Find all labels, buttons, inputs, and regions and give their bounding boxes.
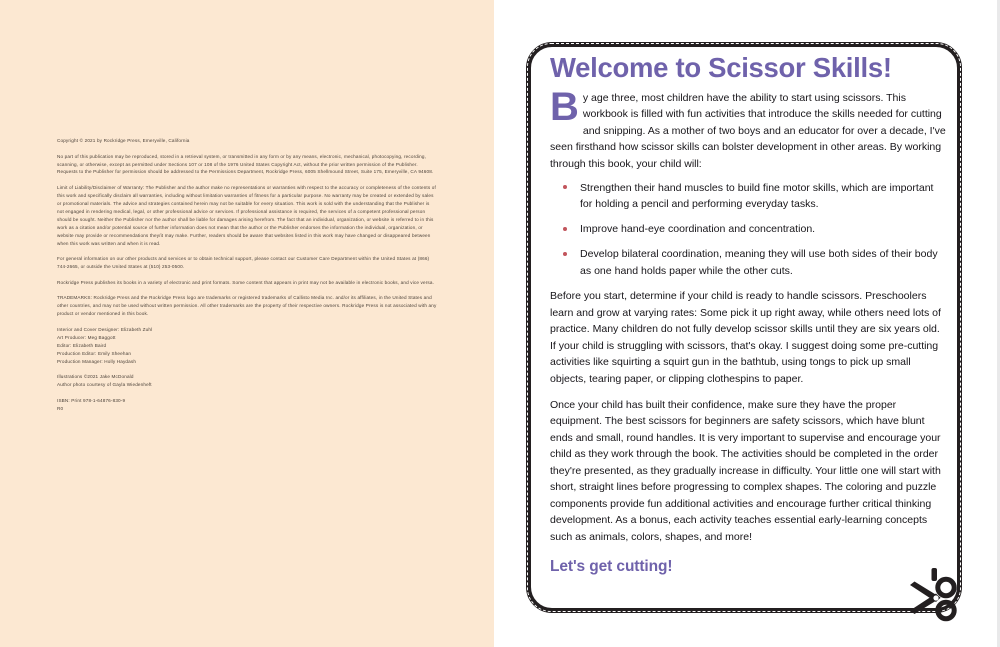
illustration-credits <box>57 373 437 389</box>
formats-notice: Rockridge Press publishes its books in a variety of electronic and print formats. Some content that appears in print may not be available in electronic books, and vice versa. <box>57 279 435 285</box>
drop-cap: B <box>550 84 579 129</box>
printing-code: R0 <box>57 405 64 411</box>
closing-callout: Let's get cutting! <box>550 558 673 576</box>
credit-art-producer: Art Producer: Meg Baggott <box>57 334 116 340</box>
scissors-icon <box>906 568 958 630</box>
copyright-line: Copyright © 2021 by Rockridge Press, Emeryville, California <box>57 138 190 143</box>
bullet-dot-icon <box>563 185 567 189</box>
readiness-paragraph: Before you start, determine if your child is ready to handle scissors. Preschoolers learn and grow at varying rates: Some pick it up right away, while others need lots of practice. Many children do not fully develop scissor skills until they are six years old. If your child is struggling with scissors, that's okay. I suggest doing some pre-cutting activities like squirting a squirt gun in the bathtub, using tongs to pick up small objects, tearing paper, or clipping clothespins to paper. <box>550 290 941 385</box>
credit-production-editor: Production Editor: Emily Sheehan <box>57 350 132 356</box>
credit-designer: Interior and Cover Designer: Elizabeth Zuhl <box>57 326 153 332</box>
benefit-list <box>550 180 946 279</box>
credit-illustrations: Illustrations ©2021 Jake McDonald <box>57 374 134 380</box>
list-item <box>559 221 946 237</box>
bullet-dot-icon <box>563 227 567 231</box>
intro-paragraph <box>550 84 946 173</box>
copyright-text-block <box>57 137 437 412</box>
equipment-paragraph: Once your child has built their confidence, make sure they have the proper equipment. The best scissors for beginners are safety scissors, which have blunt ends and small, round handles. It is very important to supervise and encourage your child as they work through the book. The activities should be completed in the order they're presented, as they gradually increase in difficulty. Your little one will start with short, straight lines before progressing to complex shapes. The coloring and puzzle components provide fun additional activities and encourage further critical thinking development. As a bonus, each activity teaches essential early-learning concepts such as animals, colors, shapes, and more! <box>550 398 941 543</box>
copyright-page <box>0 0 494 647</box>
production-credits <box>57 326 437 366</box>
customer-care-notice: For general information on our other products and services or to obtain technical support, please contact our Customer Care Department within the United States at (866) 744-2665, or outside the United States at (510) 253-0500. <box>57 256 430 270</box>
trademarks-notice: TRADEMARKS: Rockridge Press and the Rockridge Press logo are trademarks or registered trademarks of Callisto Media Inc. and/or its affiliates, in the United States and other countries, and may not be used without written permission. All other trademarks are the property of their respective owners. Rockridge Press is not associated with any product or vendor mentioned in this book. <box>57 295 437 317</box>
isbn-print: ISBN: Print 978-1-64876-830-9 <box>57 397 126 403</box>
list-item-label: Improve hand-eye coordination and concentration. <box>580 223 816 236</box>
isbn-block <box>57 397 437 413</box>
welcome-page <box>494 0 1000 647</box>
reproduction-notice: No part of this publication may be reproduced, stored in a retrieval system, or transmitted in any form or by any means, electronic, mechanical, photocopying, recording, scanning, or otherwise, except as permitted under Sections 107 or 108 of the 1976 United States Copyright Act, without the prior written permission of the Publisher. Requests to the Publisher for permission should be addressed to the Permissions Department, Rockridge Press, 6005 Shellmound Street, Suite 175, Emeryville, CA 94608. <box>57 153 434 175</box>
credit-production-manager: Production Manager: Holly Haydash <box>57 358 137 364</box>
bullet-dot-icon <box>563 252 567 256</box>
liability-disclaimer: Limit of Liability/Disclaimer of Warranty: The Publisher and the author make no representations or warranties with respect to the accuracy or completeness of the contents of this work and specifically disclaim all warranties, including without limitation warranties of fitness for a particular purpose. No warranty may be created or extended by sales or promotional materials. The advice and strategies contained herein may not be suitable for every situation. This work is sold with the understanding that the Publisher is not engaged in rendering medical, legal, or other professional advice or services. If professional assistance is required, the services of a competent professional person should be sought. Neither the Publisher nor the author shall be liable for damages arising herefrom. The fact that an individual, organization, or website is referred to in this work as a citation and/or potential source of further information does not mean that the author or the Publisher endorses the information the individual, organization, or website may provide or recommendations they/it may make. Further, readers should be aware that websites listed in this work may have changed or disappeared between when this work was written and when it is read. <box>57 185 436 246</box>
credit-editor: Editor: Elizabeth Baird <box>57 342 107 348</box>
list-item-label: Strengthen their hand muscles to build fine motor skills, which are important for holding a pencil and performing everyday tasks. <box>580 181 934 211</box>
intro-paragraph-text: y age three, most children have the ability to start using scissors. This workbook is filled with fun activities that introduce the skills needed for cutting and snipping. As a mother of two boys and an educator for over a decade, I've seen firsthand how scissor skills can bolster development in other areas. By working through this book, your child will: <box>550 91 946 170</box>
page-title: Welcome to Scissor Skills! <box>550 52 892 83</box>
welcome-content <box>550 54 946 576</box>
list-item-label: Develop bilateral coordination, meaning they will use both sides of their body as one hand holds paper while the other cuts. <box>580 248 938 277</box>
list-item <box>559 246 946 279</box>
list-item <box>559 180 946 213</box>
credit-author-photo: Author photo courtesy of Gayla Wiedenheft <box>57 382 152 388</box>
